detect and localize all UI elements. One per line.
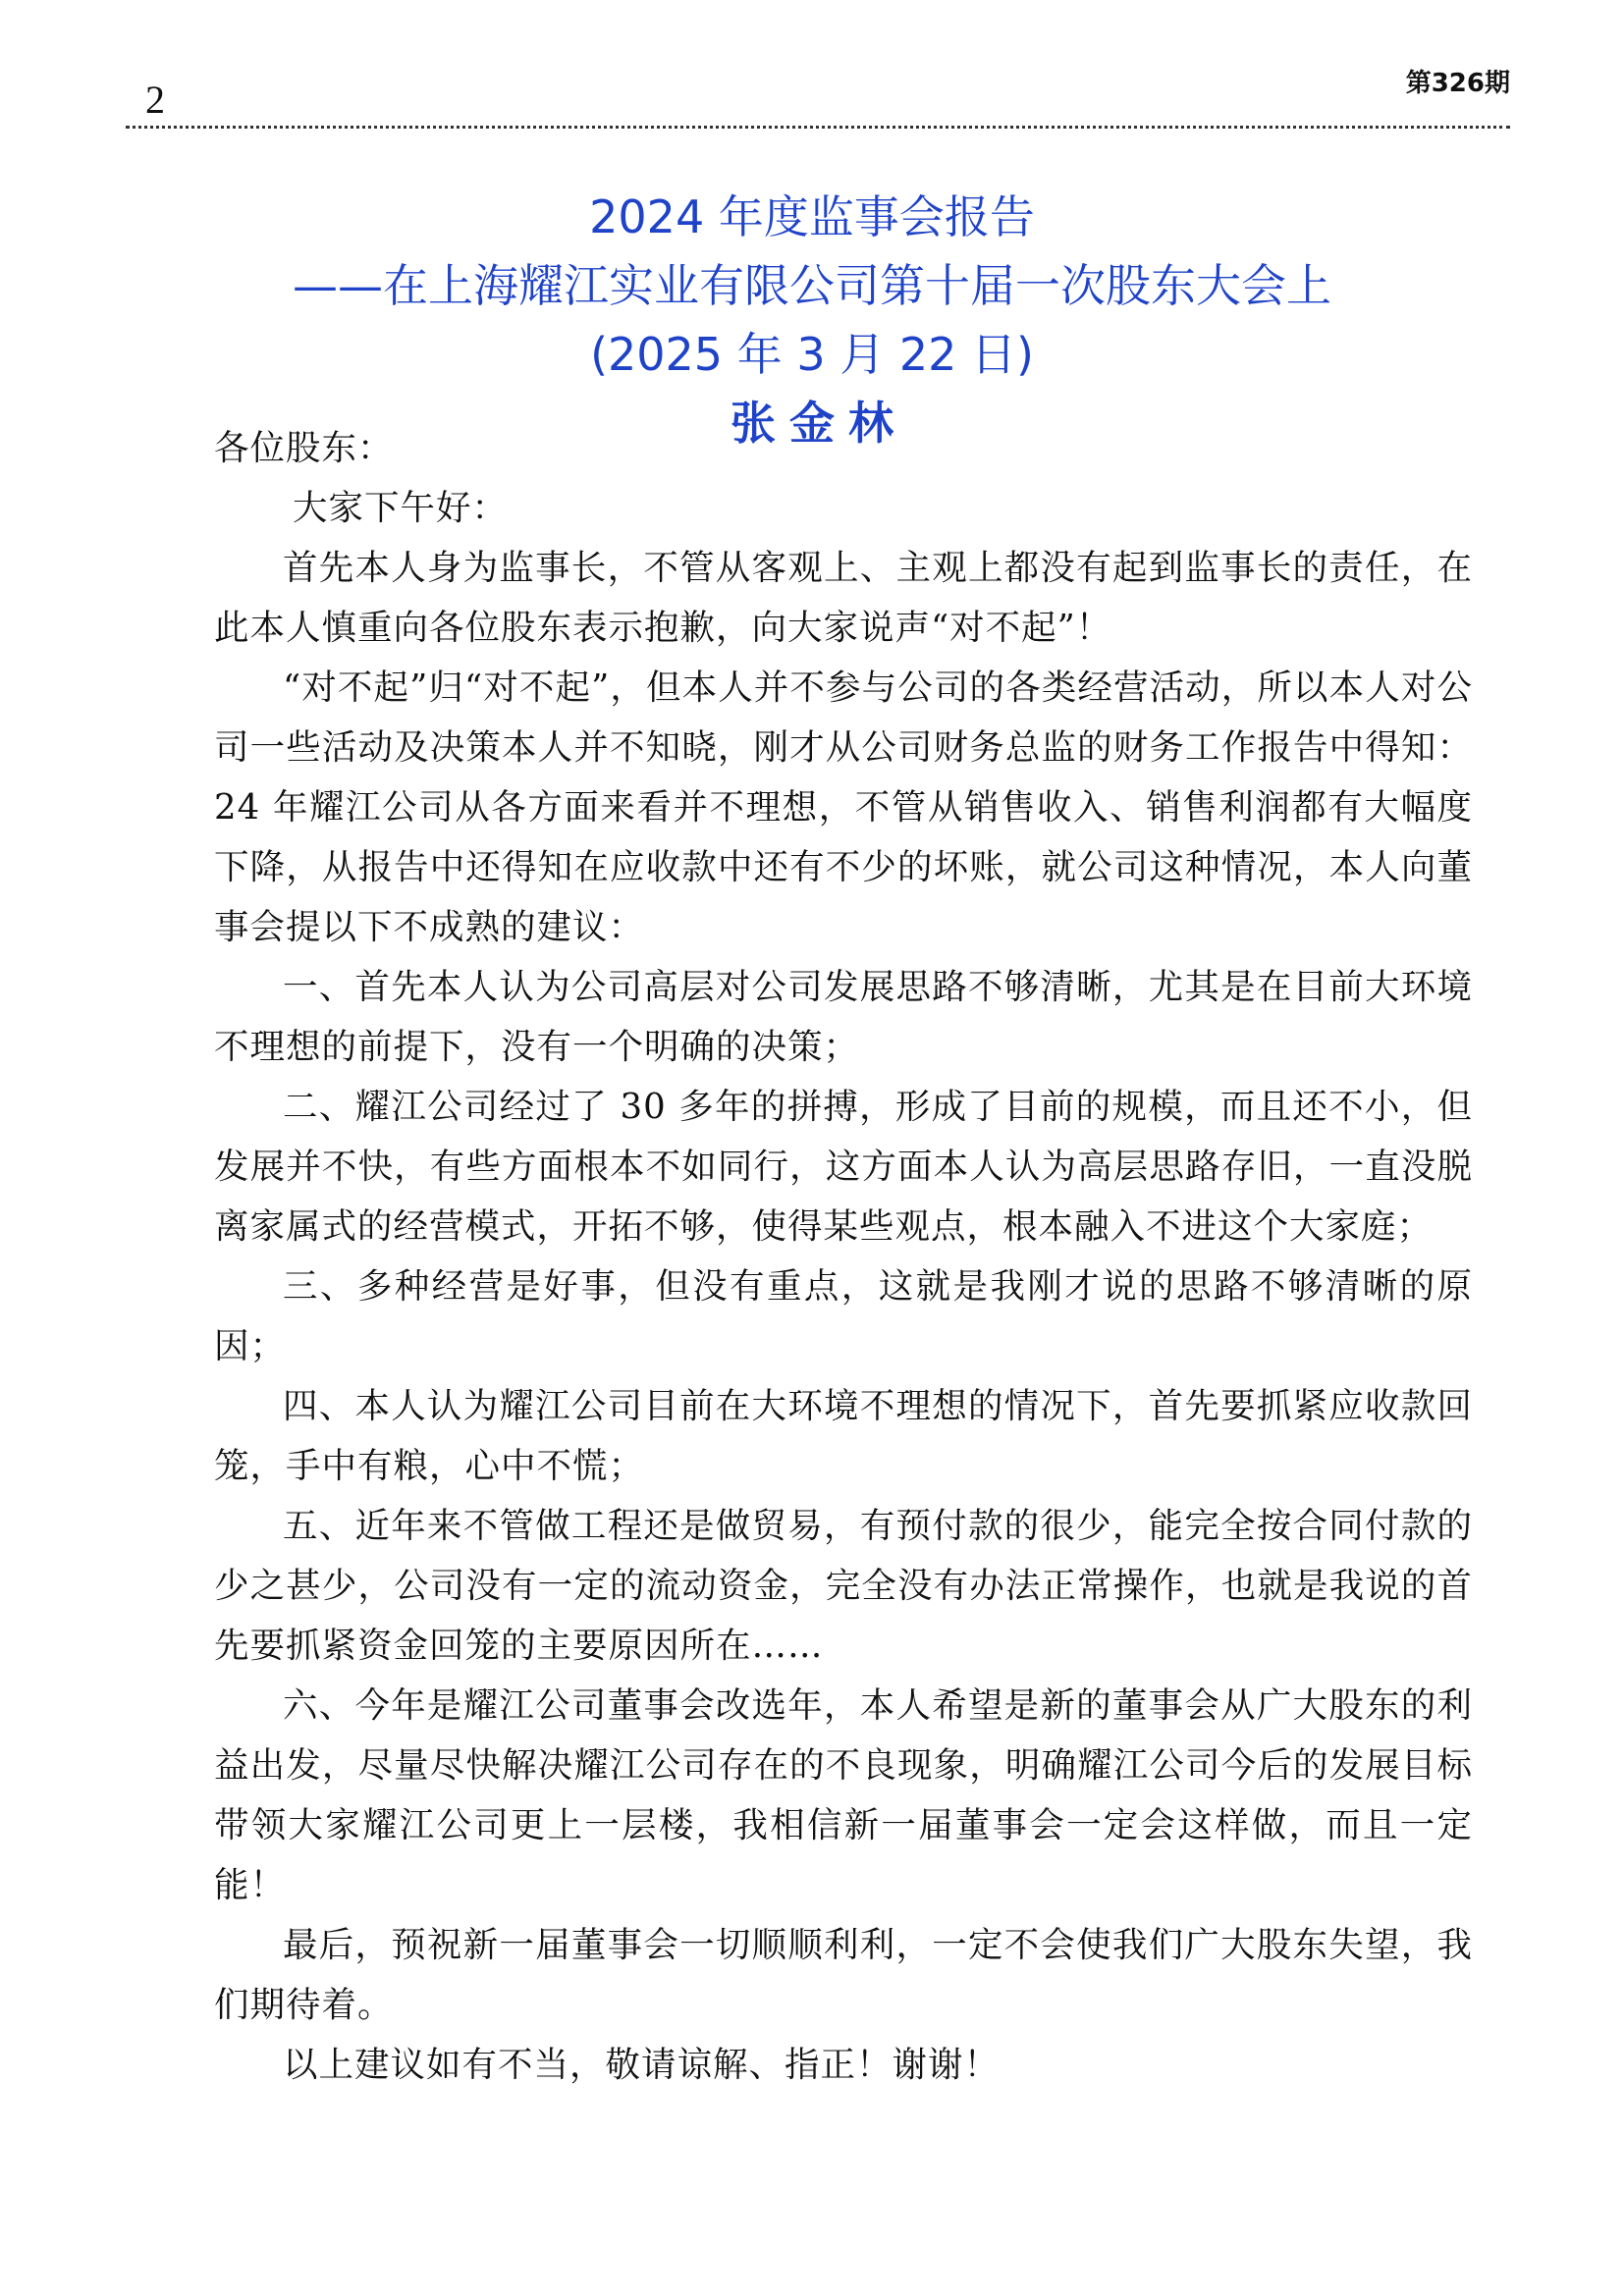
suggestion-5: 五、近年来不管做工程还是做贸易，有预付款的很少，能完全按合同付款的少之甚少，公司没有一定的流动资金，完全没有办法正常操作，也就是我说的首先要抓紧资金回笼的主要原因所在…… [214, 1506, 1473, 1666]
closing-thanks: 以上建议如有不当，敬请谅解、指正！谢谢！ [283, 2045, 1001, 2085]
suggestion-6: 六、今年是耀江公司董事会改选年，本人希望是新的董事会从广大股东的利益出发，尽量尽快解决耀江公司存在的不良现象，明确耀江公司今后的发展目标带领大家耀江公司更上一层楼，我相信新一届董事会一定会这样做，而且一定能！ [214, 1685, 1473, 1905]
suggestion-1: 一、首先本人认为公司高层对公司发展思路不够清晰，尤其是在目前大环境不理想的前提下，没有一个明确的决策； [214, 967, 1473, 1067]
report-title-block [0, 183, 1624, 457]
closing-wish: 最后，预祝新一届董事会一切顺顺利利，一定不会使我们广大股东失望，我们期待着。 [214, 1925, 1473, 2025]
header-divider [126, 126, 1510, 129]
paragraph-apology: 首先本人身为监事长，不管从客观上、主观上都没有起到监事长的责任，在此本人慎重向各位股东表示抱歉，向大家说声“对不起”！ [214, 548, 1473, 648]
salutation: 各位股东： [214, 428, 394, 468]
report-title: 2024 年度监事会报告 [589, 190, 1035, 243]
suggestion-2: 二、耀江公司经过了 30 多年的拼搏，形成了目前的规模，而且还不小，但发展并不快，有些方面根本不如同行，这方面本人认为高层思路存旧，一直没脱离家属式的经营模式，开拓不够，使得某些观点，根本融入不进这个大家庭； [214, 1087, 1473, 1247]
issue-label: 第326期 [1405, 69, 1510, 98]
report-subtitle: ——在上海耀江实业有限公司第十届一次股东大会上 [293, 259, 1331, 312]
report-body [214, 418, 1473, 2095]
report-author: 张金林 [731, 397, 907, 450]
report-date: (2025 年 3 月 22 日) [590, 328, 1034, 381]
suggestion-4: 四、本人认为耀江公司目前在大环境不理想的情况下，首先要抓紧应收款回笼，手中有粮，心中不慌； [214, 1386, 1473, 1486]
greeting: 大家下午好： [293, 488, 509, 528]
paragraph-context: “对不起”归“对不起”，但本人并不参与公司的各类经营活动，所以本人对公司一些活动及决策本人并不知晓，刚才从公司财务总监的财务工作报告中得知：24 年耀江公司从各方面来看并不理想，不管从销售收入、销售利润都有大幅度下降，从报告中还得知在应收款中还有不少的坏账，就公司这种情况，本人向董事会提以下不成熟的建议： [214, 667, 1473, 947]
page-number: 2 [145, 78, 165, 122]
suggestion-3: 三、多种经营是好事，但没有重点，这就是我刚才说的思路不够清晰的原因； [214, 1266, 1473, 1366]
